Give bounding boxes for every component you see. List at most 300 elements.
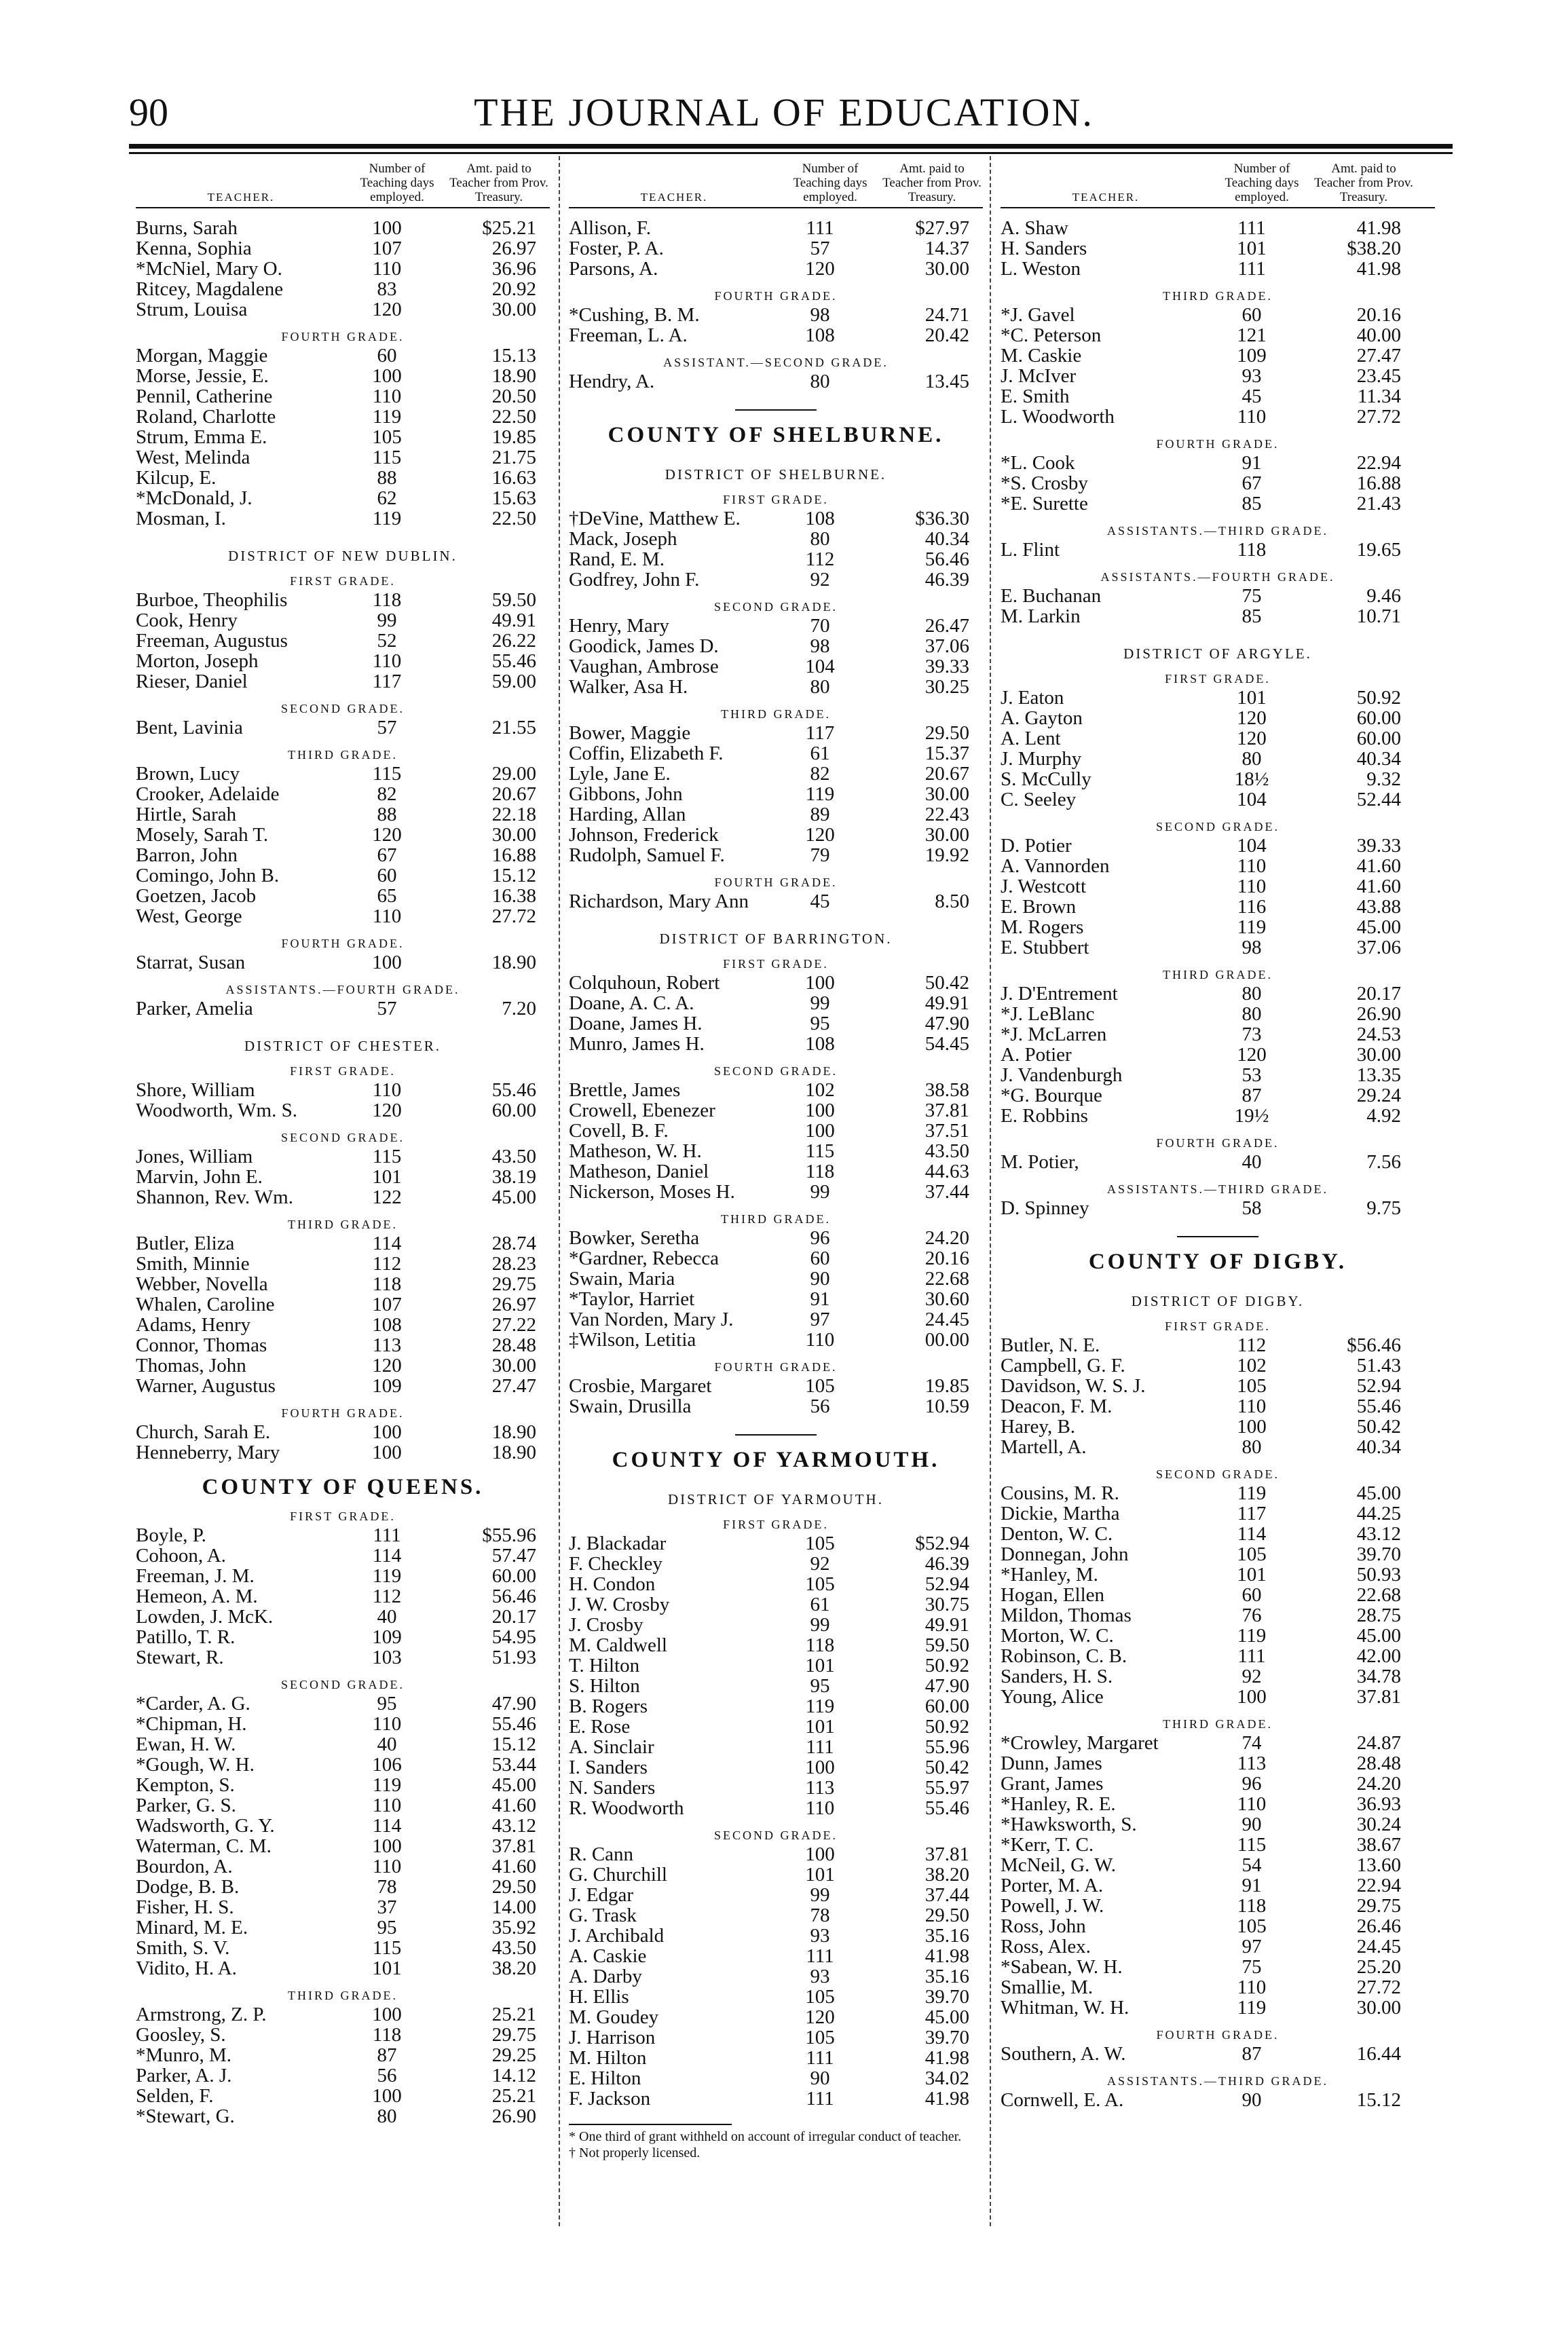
amount-paid: 13.60 bbox=[1356, 1854, 1401, 1876]
table-row bbox=[136, 386, 550, 407]
amount-paid: 43.50 bbox=[491, 1146, 536, 1167]
teacher-name: Fisher, H. S. bbox=[136, 1897, 234, 1917]
teaching-days: 119 bbox=[805, 783, 835, 805]
amount-paid: 50.92 bbox=[925, 1716, 969, 1738]
table-row bbox=[569, 1533, 983, 1554]
amount-paid: 21.55 bbox=[491, 717, 536, 738]
teacher-name: L. Weston bbox=[1001, 259, 1081, 279]
teaching-days: 108 bbox=[372, 1314, 402, 1336]
table-row bbox=[1001, 1875, 1435, 1896]
teaching-days: 90 bbox=[810, 1268, 830, 1290]
teaching-days: 40 bbox=[377, 1606, 397, 1628]
teacher-name: J. Edgar bbox=[569, 1885, 634, 1905]
amount-paid: 29.25 bbox=[491, 2044, 536, 2066]
teaching-days: 119 bbox=[1237, 1482, 1267, 1504]
teacher-name: J. Harrison bbox=[569, 2027, 656, 2048]
teacher-name: A. Lent bbox=[1001, 728, 1061, 749]
teacher-name: Mosely, Sarah T. bbox=[136, 825, 269, 845]
teacher-name: Smith, S. V. bbox=[136, 1938, 230, 1958]
teacher-name: Foster, P. A. bbox=[569, 238, 664, 259]
teaching-days: 117 bbox=[372, 671, 402, 692]
grade-heading: FIRST GRADE. bbox=[290, 1510, 396, 1523]
teacher-name: Campbell, G. F. bbox=[1001, 1355, 1125, 1376]
table-row bbox=[569, 1396, 983, 1417]
amount-paid: 16.88 bbox=[491, 844, 536, 866]
table-row bbox=[136, 1545, 550, 1566]
amount-paid: 21.75 bbox=[491, 447, 536, 468]
teaching-days: 119 bbox=[1237, 1625, 1267, 1647]
teacher-name: Morton, Joseph bbox=[136, 651, 259, 671]
teaching-days: 76 bbox=[1242, 1605, 1262, 1626]
amount-paid: 37.81 bbox=[925, 1843, 969, 1865]
teacher-name: Patillo, T. R. bbox=[136, 1627, 236, 1647]
table-row bbox=[569, 1844, 983, 1864]
teaching-days: 110 bbox=[805, 1797, 835, 1819]
teacher-name: Rand, E. M. bbox=[569, 549, 665, 569]
teacher-name: Bowker, Seretha bbox=[569, 1228, 700, 1248]
table-row bbox=[136, 1442, 550, 1463]
table-row bbox=[1001, 238, 1435, 259]
table-row bbox=[136, 2086, 550, 2106]
teaching-days: 90 bbox=[1242, 1814, 1262, 1835]
grade-heading: FIRST GRADE. bbox=[723, 957, 829, 971]
teaching-days: 110 bbox=[1237, 1793, 1267, 1815]
teacher-name: Crooker, Adelaide bbox=[136, 784, 280, 804]
section-rule bbox=[735, 409, 817, 411]
table-row bbox=[569, 1080, 983, 1100]
table-row bbox=[1001, 218, 1435, 238]
teacher-name: Shannon, Rev. Wm. bbox=[136, 1187, 293, 1207]
teacher-name: Hendry, A. bbox=[569, 371, 655, 392]
table-row bbox=[569, 1228, 983, 1248]
teacher-name: Covell, B. F. bbox=[569, 1121, 669, 1141]
table-row bbox=[136, 845, 550, 865]
teacher-name: R. Woodworth bbox=[569, 1798, 684, 1818]
teacher-name: *Sabean, W. H. bbox=[1001, 1957, 1123, 1977]
teaching-days: 110 bbox=[1237, 855, 1267, 877]
teaching-days: 100 bbox=[372, 1835, 402, 1857]
amount-paid: 55.46 bbox=[925, 1797, 969, 1819]
teaching-days: 111 bbox=[806, 1945, 834, 1967]
amount-paid: 26.90 bbox=[491, 2105, 536, 2127]
table-row bbox=[136, 906, 550, 926]
amount-paid: 26.97 bbox=[491, 1294, 536, 1315]
amount-paid: 22.43 bbox=[925, 804, 969, 825]
teacher-name: *Crowley, Margaret bbox=[1001, 1733, 1159, 1753]
table-row bbox=[569, 218, 983, 238]
teacher-name: A. Potier bbox=[1001, 1045, 1072, 1065]
teacher-name: Colquhoun, Robert bbox=[569, 973, 720, 993]
amount-paid: 16.38 bbox=[491, 885, 536, 907]
table-row bbox=[136, 671, 550, 692]
amount-paid: 43.88 bbox=[1356, 896, 1401, 918]
amount-paid: 24.53 bbox=[1356, 1024, 1401, 1045]
teaching-days: 109 bbox=[1237, 345, 1267, 367]
amount-paid: 40.34 bbox=[1356, 748, 1401, 770]
teacher-name: Deacon, F. M. bbox=[1001, 1396, 1113, 1417]
amount-paid: 45.00 bbox=[1356, 1482, 1401, 1504]
table-row bbox=[569, 569, 983, 590]
teacher-name: Smallie, M. bbox=[1001, 1977, 1094, 1998]
teacher-name: *L. Cook bbox=[1001, 453, 1075, 473]
amount-paid: 27.47 bbox=[491, 1375, 536, 1397]
column-2 bbox=[569, 162, 983, 2160]
amount-paid: 27.72 bbox=[1356, 406, 1401, 428]
table-row bbox=[136, 1958, 550, 1979]
column-divider bbox=[559, 156, 560, 2226]
amount-paid: $36.30 bbox=[915, 508, 969, 529]
amount-paid: 19.85 bbox=[925, 1375, 969, 1397]
amount-paid: 52.94 bbox=[925, 1573, 969, 1595]
table-row bbox=[1001, 856, 1435, 876]
amount-paid: 39.70 bbox=[1356, 1543, 1401, 1565]
teaching-days: 60 bbox=[810, 1248, 830, 1269]
amount-paid: 35.92 bbox=[491, 1917, 536, 1938]
teacher-name: *Hawksworth, S. bbox=[1001, 1814, 1137, 1835]
teacher-name: Armstrong, Z. P. bbox=[136, 2004, 267, 2025]
teaching-days: 110 bbox=[1237, 406, 1267, 428]
teacher-name: Cornwell, E. A. bbox=[1001, 2090, 1124, 2110]
teaching-days: 115 bbox=[372, 763, 402, 785]
table-row bbox=[569, 1635, 983, 1655]
teaching-days: 105 bbox=[805, 2027, 835, 2048]
teacher-name: Hemeon, A. M. bbox=[136, 1586, 258, 1607]
teaching-days: 118 bbox=[372, 1273, 402, 1295]
teaching-days: 100 bbox=[372, 952, 402, 973]
table-row bbox=[569, 636, 983, 656]
amount-paid: 18.90 bbox=[491, 1442, 536, 1463]
teacher-name: I. Sanders bbox=[569, 1757, 648, 1778]
teacher-name: McNeil, G. W. bbox=[1001, 1855, 1116, 1875]
teaching-days: 100 bbox=[1237, 1686, 1267, 1708]
table-row bbox=[569, 1864, 983, 1885]
amount-paid: 22.68 bbox=[1356, 1584, 1401, 1606]
teacher-name: N. Sanders bbox=[569, 1778, 656, 1798]
teacher-name: Mosman, I. bbox=[136, 508, 226, 529]
amount-paid: 20.50 bbox=[491, 386, 536, 407]
amount-paid: 19.85 bbox=[491, 426, 536, 448]
amount-paid: 25.20 bbox=[1356, 1956, 1401, 1978]
amount-paid: 8.50 bbox=[935, 891, 969, 912]
amount-paid: 15.63 bbox=[491, 487, 536, 509]
table-row bbox=[136, 508, 550, 529]
footnote-rule bbox=[569, 2124, 732, 2125]
teaching-days: 82 bbox=[377, 783, 397, 805]
teaching-days: 56 bbox=[810, 1395, 830, 1417]
teacher-name: M. Potier, bbox=[1001, 1152, 1079, 1172]
teacher-name: Wadsworth, G. Y. bbox=[136, 1816, 275, 1836]
teaching-days: 99 bbox=[810, 1614, 830, 1636]
teacher-name: *McDonald, J. bbox=[136, 488, 253, 508]
teaching-days: 85 bbox=[1242, 493, 1262, 514]
table-row bbox=[1001, 1814, 1435, 1835]
amount-paid: 45.00 bbox=[925, 2006, 969, 2028]
table-row bbox=[1001, 1085, 1435, 1106]
grade-heading: ASSISTANT.—SECOND GRADE. bbox=[663, 356, 889, 369]
amount-paid: 50.42 bbox=[1356, 1416, 1401, 1438]
teacher-name: *J. McLarren bbox=[1001, 1024, 1107, 1045]
teacher-name: *McNiel, Mary O. bbox=[136, 259, 282, 279]
table-row bbox=[136, 1254, 550, 1274]
amount-paid: 22.94 bbox=[1356, 452, 1401, 474]
column-1 bbox=[136, 162, 550, 2126]
table-row bbox=[569, 677, 983, 697]
teacher-name: Doane, A. C. A. bbox=[569, 993, 694, 1013]
table-row bbox=[1001, 473, 1435, 493]
amount-paid: 38.20 bbox=[925, 1864, 969, 1886]
teaching-days: 120 bbox=[1237, 1044, 1267, 1066]
amount-paid: 22.50 bbox=[491, 406, 536, 428]
teaching-days: 83 bbox=[377, 278, 397, 300]
teaching-days: 110 bbox=[1237, 876, 1267, 897]
teaching-days: 90 bbox=[810, 2067, 830, 2089]
teaching-days: 85 bbox=[1242, 605, 1262, 627]
teaching-days: 100 bbox=[805, 972, 835, 994]
teaching-days: 100 bbox=[805, 1757, 835, 1778]
table-row bbox=[136, 407, 550, 427]
table-row bbox=[1001, 876, 1435, 897]
teaching-days: 61 bbox=[810, 743, 830, 764]
grade-heading: SECOND GRADE. bbox=[713, 1064, 838, 1078]
grade-heading: SECOND GRADE. bbox=[1155, 1467, 1280, 1481]
teacher-name: Burboe, Theophilis bbox=[136, 590, 288, 610]
table-row bbox=[136, 1100, 550, 1121]
table-row bbox=[569, 1966, 983, 1987]
table-row bbox=[136, 1607, 550, 1627]
amount-paid: 26.90 bbox=[1356, 1003, 1401, 1025]
table-row bbox=[136, 1233, 550, 1254]
amount-paid: 59.50 bbox=[925, 1634, 969, 1656]
teacher-name: Lyle, Jane E. bbox=[569, 764, 671, 784]
teaching-days: 100 bbox=[372, 1442, 402, 1463]
teacher-name: L. Woodworth bbox=[1001, 407, 1115, 427]
amount-paid: 27.72 bbox=[491, 905, 536, 927]
table-row bbox=[569, 1757, 983, 1778]
teacher-name: Grant, James bbox=[1001, 1774, 1104, 1794]
teaching-days: 45 bbox=[1242, 386, 1262, 407]
amount-paid: 24.20 bbox=[925, 1227, 969, 1249]
table-row bbox=[136, 610, 550, 631]
table-row bbox=[569, 1309, 983, 1330]
table-row bbox=[1001, 1564, 1435, 1585]
table-row bbox=[1001, 453, 1435, 473]
teaching-days: 110 bbox=[372, 905, 402, 927]
column-3 bbox=[1001, 162, 1435, 2110]
table-row bbox=[1001, 586, 1435, 606]
table-row bbox=[136, 2065, 550, 2086]
teacher-name: A. Sinclair bbox=[569, 1737, 654, 1757]
table-row bbox=[136, 1877, 550, 1897]
table-row bbox=[136, 1938, 550, 1958]
teacher-name: Morse, Jessie, E. bbox=[136, 366, 269, 386]
amount-paid: 28.74 bbox=[491, 1233, 536, 1254]
table-row bbox=[1001, 1896, 1435, 1916]
teacher-name: J. Vandenburgh bbox=[1001, 1065, 1123, 1085]
table-row bbox=[136, 1525, 550, 1545]
district-heading: DISTRICT OF DIGBY. bbox=[1131, 1293, 1305, 1309]
teaching-days: 82 bbox=[810, 763, 830, 785]
teacher-name: Kilcup, E. bbox=[136, 468, 217, 488]
county-heading: COUNTY OF YARMOUTH. bbox=[612, 1448, 940, 1472]
amount-paid: 56.46 bbox=[925, 548, 969, 570]
table-row bbox=[1001, 1524, 1435, 1544]
table-row bbox=[569, 845, 983, 865]
teacher-name: J. Eaton bbox=[1001, 688, 1064, 708]
teaching-days: 80 bbox=[377, 2105, 397, 2127]
teacher-name: A. Vannorden bbox=[1001, 856, 1110, 876]
amount-paid: 20.16 bbox=[1356, 304, 1401, 326]
teaching-days: 80 bbox=[810, 528, 830, 550]
table-row bbox=[136, 1627, 550, 1647]
amount-paid: 45.00 bbox=[491, 1186, 536, 1208]
teacher-name: Boyle, P. bbox=[136, 1525, 206, 1545]
teaching-days: 74 bbox=[1242, 1732, 1262, 1754]
amount-paid: 41.98 bbox=[925, 2088, 969, 2110]
amount-paid: 15.13 bbox=[491, 345, 536, 367]
teacher-name: Richardson, Mary Ann bbox=[569, 891, 749, 912]
amount-paid: 13.35 bbox=[1356, 1064, 1401, 1086]
teaching-days: 118 bbox=[805, 1634, 835, 1656]
amount-paid: 36.96 bbox=[491, 258, 536, 280]
amount-paid: 50.92 bbox=[925, 1655, 969, 1676]
grade-heading: SECOND GRADE. bbox=[1155, 820, 1280, 833]
teaching-days: 96 bbox=[1242, 1773, 1262, 1795]
table-row bbox=[136, 427, 550, 447]
teaching-days: 114 bbox=[1237, 1523, 1267, 1545]
teacher-name: E. Buchanan bbox=[1001, 586, 1102, 606]
teacher-name: West, Melinda bbox=[136, 447, 250, 468]
grade-heading: THIRD GRADE. bbox=[721, 707, 831, 721]
table-header bbox=[569, 162, 983, 208]
amount-paid: 45.00 bbox=[491, 1774, 536, 1796]
amount-paid: 15.12 bbox=[491, 1733, 536, 1755]
amount-paid: 37.81 bbox=[491, 1835, 536, 1857]
table-row bbox=[1001, 1794, 1435, 1814]
amount-paid: 55.46 bbox=[1356, 1395, 1401, 1417]
amount-paid: 22.68 bbox=[925, 1268, 969, 1290]
table-row bbox=[1001, 259, 1435, 279]
teacher-name: R. Cann bbox=[569, 1844, 634, 1864]
grade-heading: ASSISTANTS.—FOURTH GRADE. bbox=[1100, 570, 1335, 584]
amount-paid: 9.46 bbox=[1366, 585, 1401, 607]
teacher-name: Freeman, L. A. bbox=[569, 325, 688, 345]
amount-paid: 29.75 bbox=[491, 1273, 536, 1295]
teacher-name: Cohoon, A. bbox=[136, 1545, 226, 1566]
table-row bbox=[569, 784, 983, 804]
teacher-name: J. McIver bbox=[1001, 366, 1077, 386]
amount-paid: 10.71 bbox=[1356, 605, 1401, 627]
teacher-name: Waterman, C. M. bbox=[136, 1836, 272, 1856]
teacher-name: B. Rogers bbox=[569, 1696, 648, 1717]
amount-paid: 22.94 bbox=[1356, 1875, 1401, 1896]
amount-paid: 9.75 bbox=[1366, 1197, 1401, 1219]
amount-paid: 53.44 bbox=[491, 1754, 536, 1776]
table-row bbox=[569, 1905, 983, 1926]
table-row bbox=[1001, 540, 1435, 560]
teacher-name: L. Flint bbox=[1001, 540, 1060, 560]
teaching-days: 110 bbox=[372, 1713, 402, 1735]
teacher-name: Whalen, Caroline bbox=[136, 1294, 275, 1315]
table-row bbox=[1001, 1503, 1435, 1524]
teaching-days: 75 bbox=[1242, 1956, 1262, 1978]
teacher-name: Dickie, Martha bbox=[1001, 1503, 1120, 1524]
amount-paid: 43.50 bbox=[491, 1937, 536, 1959]
amount-paid: 28.48 bbox=[491, 1334, 536, 1356]
teaching-days: 121 bbox=[1237, 324, 1267, 346]
page-title: THE JOURNAL OF EDUCATION. bbox=[474, 90, 1094, 134]
teacher-name: Cousins, M. R. bbox=[1001, 1483, 1119, 1503]
teaching-days: 101 bbox=[1237, 1564, 1267, 1586]
table-row bbox=[1001, 493, 1435, 514]
teaching-days: 120 bbox=[805, 2006, 835, 2028]
amount-paid: 57.47 bbox=[491, 1545, 536, 1567]
table-row bbox=[569, 1717, 983, 1737]
amount-paid: 41.98 bbox=[925, 1945, 969, 1967]
amount-paid: 20.67 bbox=[925, 763, 969, 785]
grade-heading: FOURTH GRADE. bbox=[714, 1360, 838, 1374]
teacher-name: Barron, John bbox=[136, 845, 238, 865]
teacher-name: Warner, Augustus bbox=[136, 1376, 276, 1396]
table-row bbox=[136, 1146, 550, 1167]
grade-heading: FOURTH GRADE. bbox=[281, 330, 405, 343]
grade-heading: FOURTH GRADE. bbox=[281, 1406, 405, 1420]
teaching-days: 111 bbox=[1237, 1645, 1266, 1667]
teacher-name: Ritcey, Magdalene bbox=[136, 279, 284, 299]
table-row bbox=[1001, 1024, 1435, 1045]
teaching-days: 111 bbox=[806, 2047, 834, 2069]
amount-paid: 26.97 bbox=[491, 238, 536, 259]
table-row bbox=[1001, 407, 1435, 427]
amount-paid: 25.21 bbox=[491, 2085, 536, 2107]
table-row bbox=[569, 1141, 983, 1161]
amount-paid: $25.21 bbox=[482, 217, 536, 239]
teaching-days: 89 bbox=[810, 804, 830, 825]
teaching-days: 87 bbox=[1242, 2043, 1262, 2065]
teacher-name: Young, Alice bbox=[1001, 1687, 1104, 1707]
teacher-name: Comingo, John B. bbox=[136, 865, 280, 886]
amount-paid: 15.12 bbox=[491, 865, 536, 886]
teacher-name: Doane, James H. bbox=[569, 1013, 703, 1034]
teaching-days: 60 bbox=[377, 865, 397, 886]
amount-paid: 14.12 bbox=[491, 2065, 536, 2086]
teacher-name: Webber, Novella bbox=[136, 1274, 268, 1294]
teacher-name: Matheson, W. H. bbox=[569, 1141, 702, 1161]
table-header bbox=[136, 162, 550, 208]
teacher-name: Parker, A. J. bbox=[136, 2065, 232, 2086]
teaching-days: 107 bbox=[372, 1294, 402, 1315]
table-row bbox=[1001, 366, 1435, 386]
teaching-days: 104 bbox=[805, 656, 835, 677]
teaching-days: 105 bbox=[805, 1375, 835, 1397]
amount-paid: 7.56 bbox=[1366, 1151, 1401, 1173]
teacher-name: *Cushing, B. M. bbox=[569, 305, 700, 325]
table-row bbox=[1001, 1355, 1435, 1376]
teacher-name: E. Robbins bbox=[1001, 1106, 1088, 1126]
amount-paid: 38.58 bbox=[925, 1079, 969, 1101]
amount-paid: 45.00 bbox=[1356, 916, 1401, 938]
teaching-days: 108 bbox=[805, 324, 835, 346]
amount-paid: 40.34 bbox=[925, 528, 969, 550]
teacher-name: *J. Gavel bbox=[1001, 305, 1075, 325]
teacher-name: J. Crosby bbox=[569, 1615, 643, 1635]
teacher-name: Gibbons, John bbox=[569, 784, 683, 804]
amount-paid: 00.00 bbox=[925, 1329, 969, 1351]
amount-paid: 16.88 bbox=[1356, 472, 1401, 494]
table-row bbox=[1001, 1605, 1435, 1626]
teacher-name: Porter, M. A. bbox=[1001, 1875, 1104, 1896]
table-row bbox=[1001, 1774, 1435, 1794]
table-row bbox=[136, 717, 550, 738]
